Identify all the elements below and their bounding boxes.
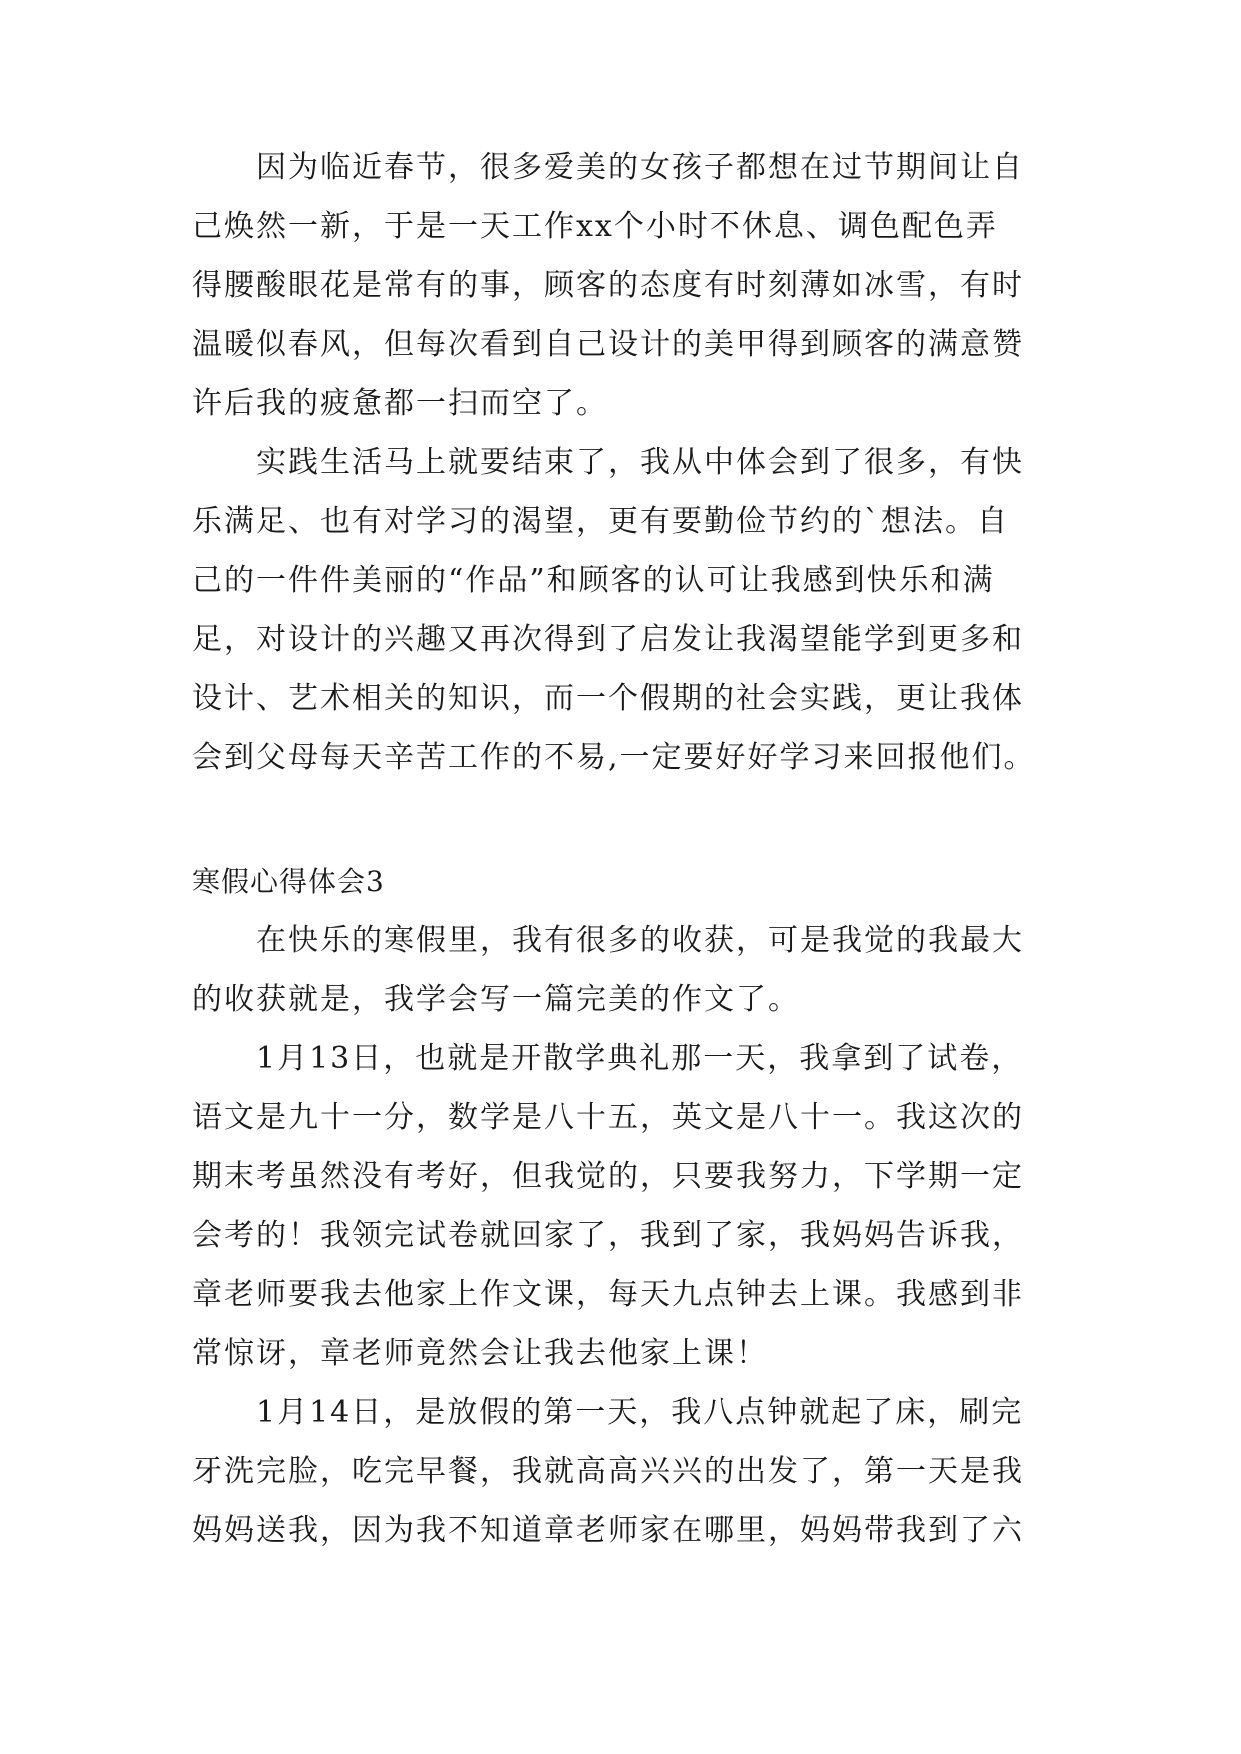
text-line: 会到父母每天辛苦工作的不易,一定要好好学习来回报他们。: [192, 740, 1036, 775]
text-line: 己焕然一新，于是一天工作xx个小时不休息、调色配色弄: [192, 209, 998, 244]
paragraph-4: [192, 1029, 1058, 1383]
paragraph-2: [192, 433, 1058, 787]
text-line: 设计、艺术相关的知识，而一个假期的社会实践，更让我体: [192, 681, 1024, 716]
text-line: 在快乐的寒假里，我有很多的收获，可是我觉的我最大: [192, 923, 1024, 958]
text-line: 许后我的疲惫都一扫而空了。: [192, 386, 608, 421]
section-heading: 寒假心得体会3: [192, 865, 385, 898]
text-line: 乐满足、也有对学习的渴望，更有要勤俭节约的`想法。自: [192, 504, 1009, 539]
text-line: 实践生活马上就要结束了，我从中体会到了很多，有快: [192, 445, 1024, 480]
text-line: 己的一件件美丽的“作品”和顾客的认可让我感到快乐和满: [192, 563, 995, 598]
text-line: 温暖似春风，但每次看到自己设计的美甲得到顾客的满意赞: [192, 327, 1024, 362]
text-line: 得腰酸眼花是常有的事，顾客的态度有时刻薄如冰雪，有时: [192, 268, 1024, 303]
text-line: 足，对设计的兴趣又再次得到了启发让我渴望能学到更多和: [192, 622, 1024, 657]
text-line: 的收获就是，我学会写一篇完美的作文了。: [192, 982, 800, 1017]
paragraph-3: [192, 911, 1058, 1029]
text-line: 妈妈送我，因为我不知道章老师家在哪里，妈妈带我到了六: [192, 1513, 1024, 1548]
text-line: 常惊讶，章老师竟然会让我去他家上课！: [192, 1336, 768, 1371]
text-line: 1月14日，是放假的第一天，我八点钟就起了床，刷完: [192, 1395, 1024, 1430]
text-line: 章老师要我去他家上作文课，每天九点钟去上课。我感到非: [192, 1277, 1024, 1312]
text-line: 牙洗完脸，吃完早餐，我就高高兴兴的出发了，第一天是我: [192, 1454, 1024, 1489]
paragraph-5: [192, 1383, 1058, 1560]
text-line: 因为临近春节，很多爱美的女孩子都想在过节期间让自: [192, 150, 1024, 185]
text-line: 期末考虽然没有考好，但我觉的，只要我努力，下学期一定: [192, 1159, 1024, 1194]
text-line: 语文是九十一分，数学是八十五，英文是八十一。我这次的: [192, 1100, 1024, 1135]
text-line: 1月13日，也就是开散学典礼那一天，我拿到了试卷，: [192, 1041, 1024, 1076]
paragraph-1: [192, 138, 1058, 433]
section-heading-block: [192, 852, 1058, 911]
text-line: 会考的！我领完试卷就回家了，我到了家，我妈妈告诉我，: [192, 1218, 1024, 1253]
